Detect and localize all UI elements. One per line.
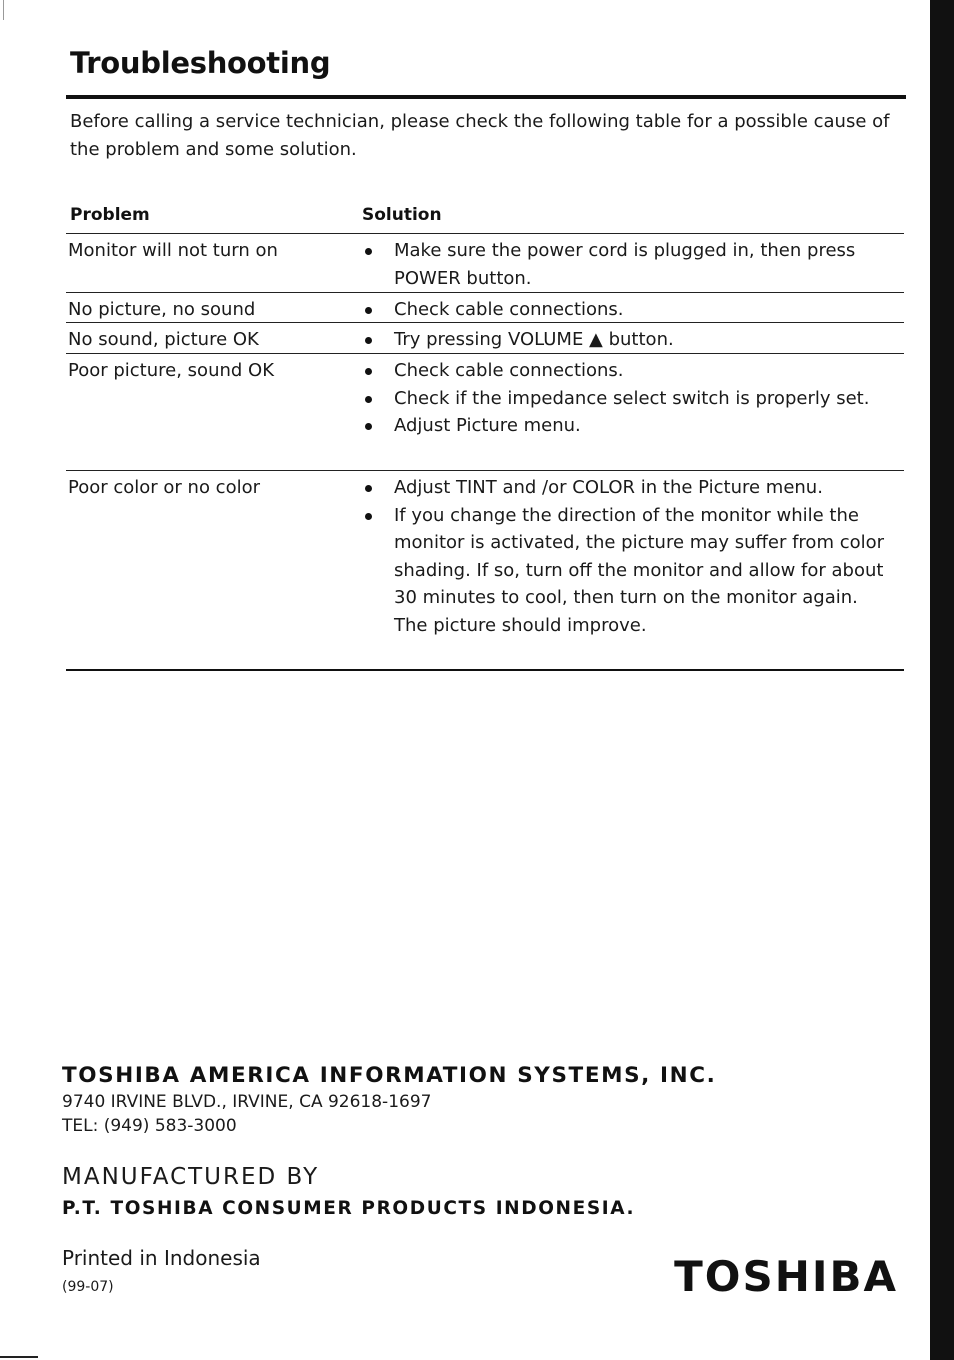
problem-cell: No sound, picture OK [68,329,259,350]
bullet-icon [365,423,372,430]
solution-item [362,237,904,292]
bullet-icon [365,513,372,520]
solution-text: If you change the direction of the monitor while the monitor is activated, the picture may suffer from color shading. If so, turn off the monitor and allow for about 30 minutes to cool, then turn on the monitor again. The picture should improve. [394,504,885,636]
bullet-icon [365,337,372,344]
solution-item [362,326,904,354]
solution-item [362,412,904,440]
bullet-icon [365,396,372,403]
corner-mark [0,1356,38,1358]
solution-item [362,474,904,502]
problem-cell: Poor color or no color [68,477,261,498]
table-row [66,353,904,470]
toshiba-logo: TOSHIBA [674,1252,898,1301]
solution-column-header: Solution [362,205,442,225]
manufactured-by-label: MANUFACTURED BY [62,1164,320,1190]
problem-cell: Poor picture, sound OK [68,360,274,381]
solution-item [362,502,904,640]
table-row [66,322,904,353]
problem-cell: Monitor will not turn on [68,240,278,261]
title-rule [66,95,906,99]
manufacturer-name: P.T. TOSHIBA CONSUMER PRODUCTS INDONESIA. [62,1198,636,1219]
company-address: 9740 IRVINE BLVD., IRVINE, CA 92618-1697 [62,1092,432,1112]
solution-list [362,357,904,440]
solution-list [362,326,904,354]
solution-list [362,237,904,292]
table-row [66,470,904,669]
solution-text: Check cable connections. [394,299,624,320]
table-row [66,292,904,322]
solution-item [362,385,904,413]
troubleshooting-table [66,233,904,671]
bullet-icon [365,307,372,314]
bullet-icon [365,485,372,492]
printed-in-note: Printed in Indonesia [62,1246,261,1270]
company-phone: TEL: (949) 583-3000 [62,1116,237,1136]
solution-item [362,296,904,324]
problem-cell: No picture, no sound [68,299,256,320]
solution-text: Make sure the power cord is plugged in, then press POWER button. [394,240,856,289]
solution-text: Adjust Picture menu. [394,415,581,436]
bullet-icon [365,248,372,255]
company-name: TOSHIBA AMERICA INFORMATION SYSTEMS, INC. [62,1063,717,1088]
table-bottom-rule [66,669,904,671]
solution-text: Check if the impedance select switch is properly set. [394,387,870,409]
intro-paragraph: Before calling a service technician, please check the following table for a possible cause of the problem and some solution. [70,111,890,160]
table-row [66,233,904,292]
page-title: Troubleshooting [70,46,331,80]
solution-list [362,296,904,324]
solution-list [362,474,904,639]
bullet-icon [365,368,372,375]
solution-text: Check cable connections. [394,360,624,381]
problem-column-header: Problem [70,205,150,225]
print-code: (99-07) [62,1279,114,1295]
page-edge-shadow [930,0,954,1360]
solution-text: Try pressing VOLUME ▲ button. [394,329,674,350]
scan-edge-mark [3,0,4,20]
solution-text: Adjust TINT and /or COLOR in the Picture menu. [394,477,823,498]
solution-item [362,357,904,385]
